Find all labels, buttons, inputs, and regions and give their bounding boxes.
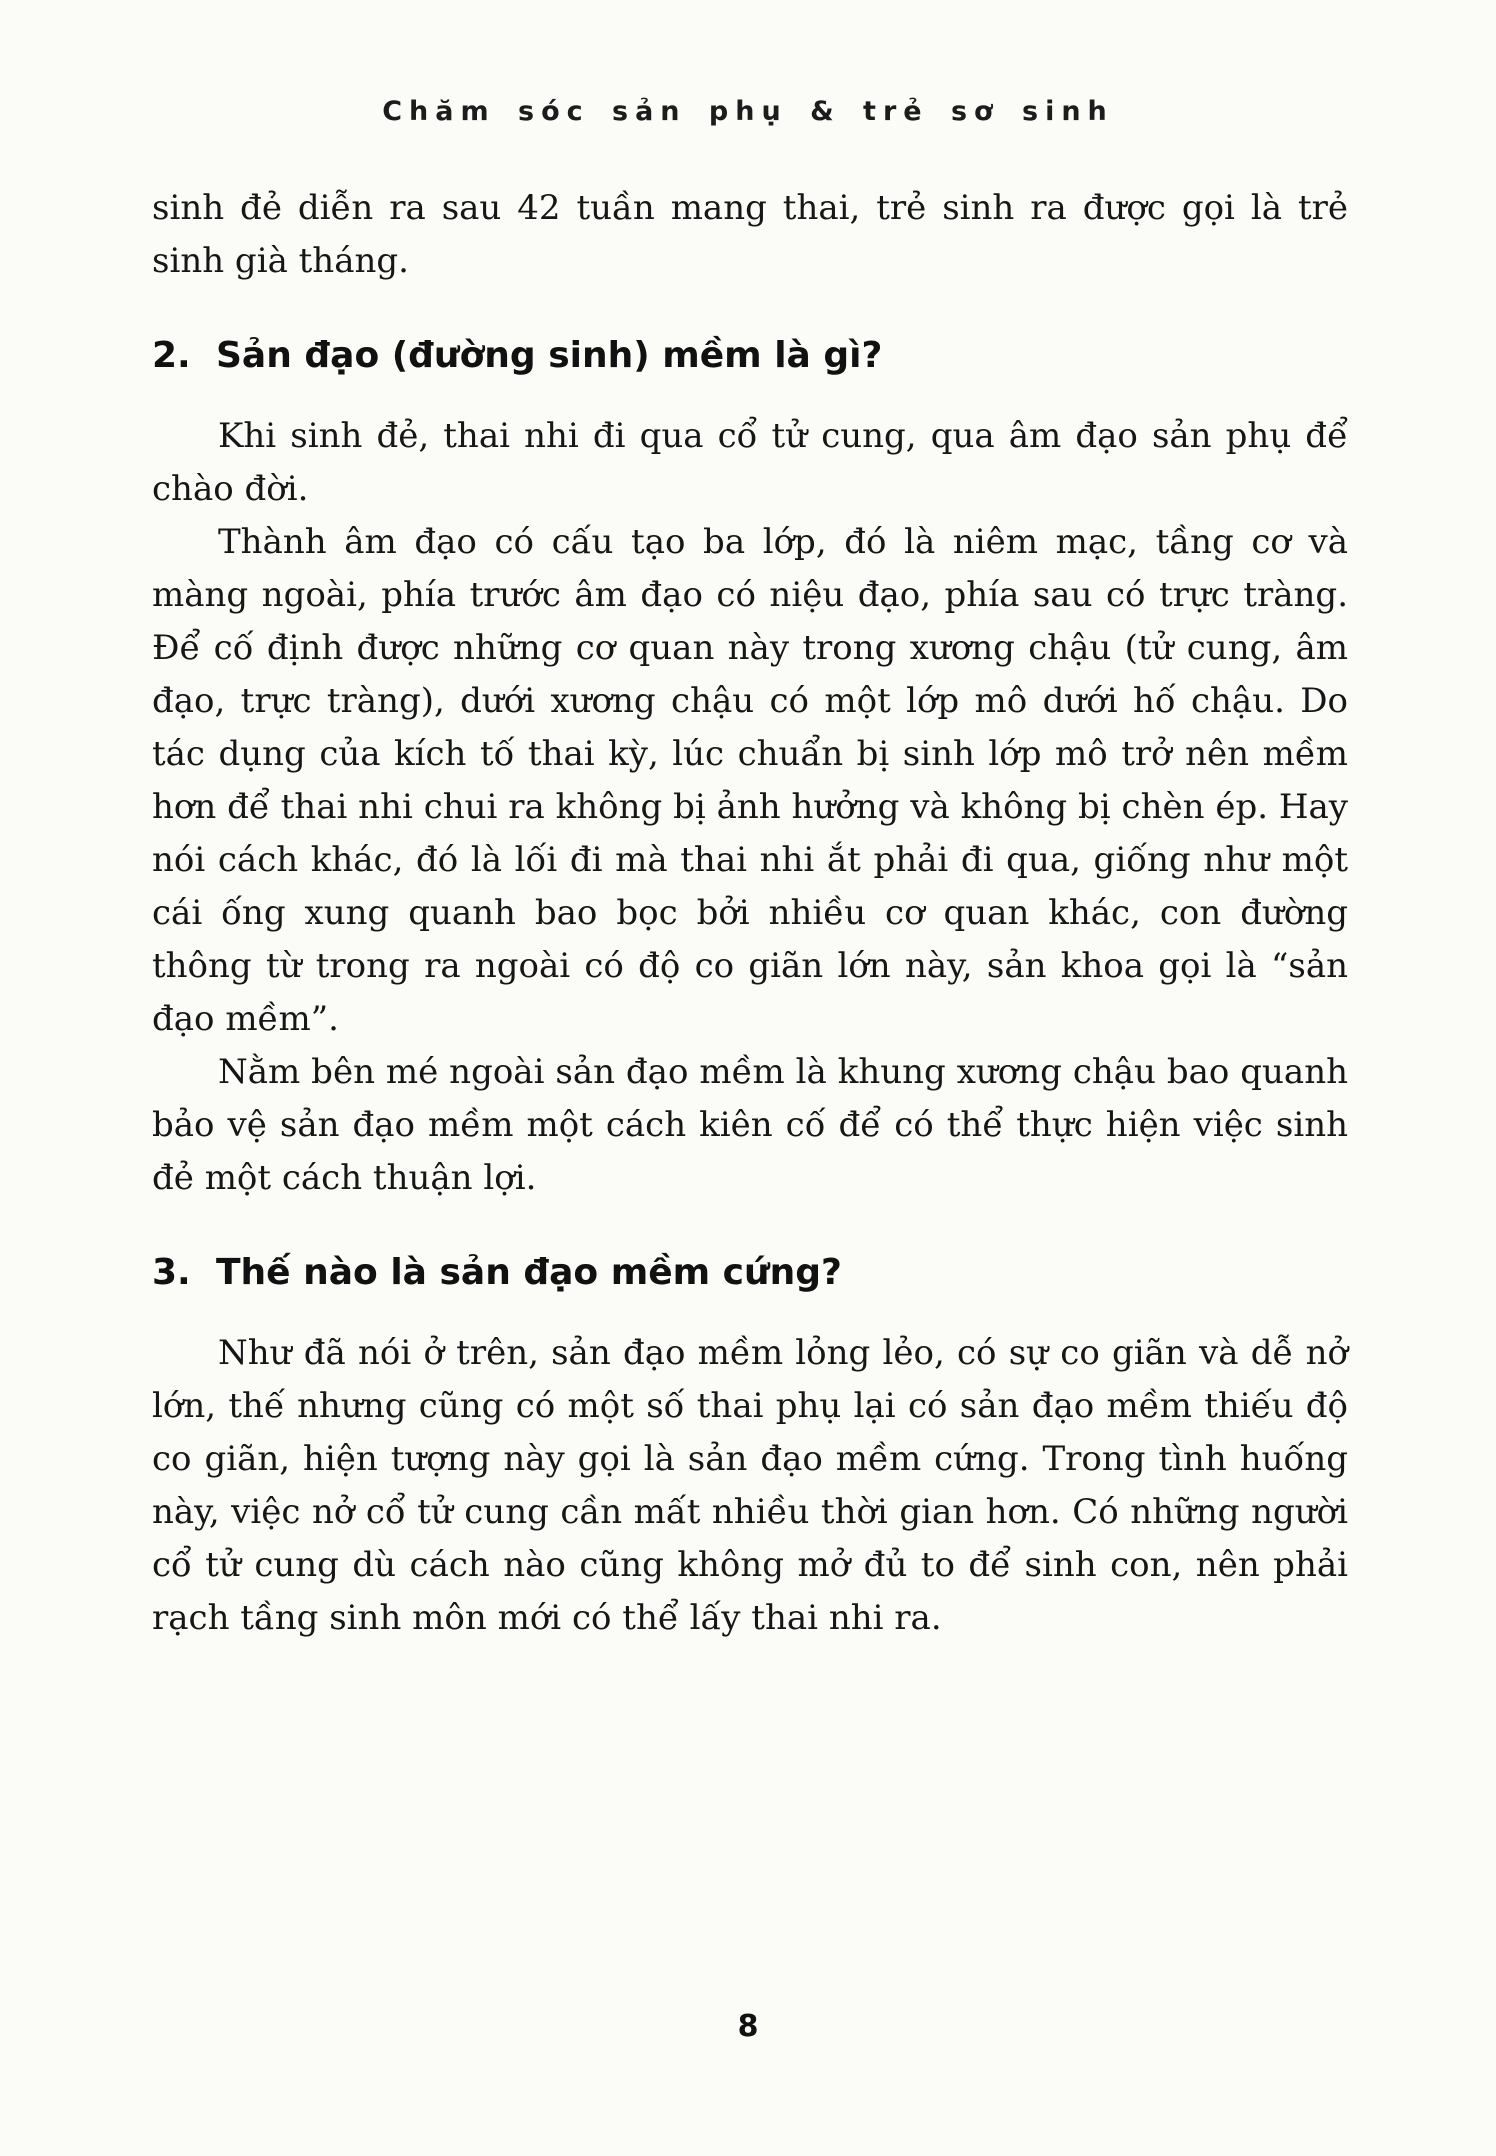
paragraph: Nằm bên mé ngoài sản đạo mềm là khung xương chậu bao quanh bảo vệ sản đạo mềm một cách kiên cố để có thể thực hiện việc sinh đẻ một cách thuận lợi. <box>152 1052 1348 1198</box>
paragraph: Như đã nói ở trên, sản đạo mềm lỏng lẻo, có sự co giãn và dễ nở lớn, thế nhưng cũng có một số thai phụ lại có sản đạo mềm thiếu độ co giãn, hiện tượng này gọi là sản đạo mềm cứng. Trong tình huống này, việc nở cổ tử cung cần mất nhiều thời gian hơn. Có những người cổ tử cung dù cách nào cũng không mở đủ to để sinh con, nên phải rạch tầng sinh môn mới có thể lấy thai nhi ra. <box>152 1333 1348 1638</box>
page-number: 8 <box>737 2009 759 2044</box>
section-heading-3 <box>152 1251 1348 1295</box>
section-number: 3. <box>152 1252 191 1293</box>
continued-paragraph: sinh đẻ diễn ra sau 42 tuần mang thai, trẻ sinh ra được gọi là trẻ sinh già tháng. <box>152 188 1348 281</box>
running-header: Chăm sóc sản phụ & trẻ sơ sinh <box>382 96 1114 127</box>
section-title: Sản đạo (đường sinh) mềm là gì? <box>216 335 883 376</box>
section-heading-2 <box>152 334 1348 378</box>
section-number: 2. <box>152 335 191 376</box>
page-content <box>152 182 1348 1645</box>
paragraph: Khi sinh đẻ, thai nhi đi qua cổ tử cung, qua âm đạo sản phụ để chào đời. <box>152 416 1348 509</box>
section-title: Thế nào là sản đạo mềm cứng? <box>216 1252 842 1293</box>
paragraph: Thành âm đạo có cấu tạo ba lớp, đó là niêm mạc, tầng cơ và màng ngoài, phía trước âm đạo có niệu đạo, phía sau có trực tràng. Để cố định được những cơ quan này trong xương chậu (tử cung, âm đạo, trực tràng), dưới xương chậu có một lớp mô dưới hố chậu. Do tác dụng của kích tố thai kỳ, lúc chuẩn bị sinh lớp mô trở nên mềm hơn để thai nhi chui ra không bị ảnh hưởng và không bị chèn ép. Hay nói cách khác, đó là lối đi mà thai nhi ắt phải đi qua, giống như một cái ống xung quanh bao bọc bởi nhiều cơ quan khác, con đường thông từ trong ra ngoài có độ co giãn lớn này, sản khoa gọi là “sản đạo mềm”. <box>152 522 1348 1039</box>
